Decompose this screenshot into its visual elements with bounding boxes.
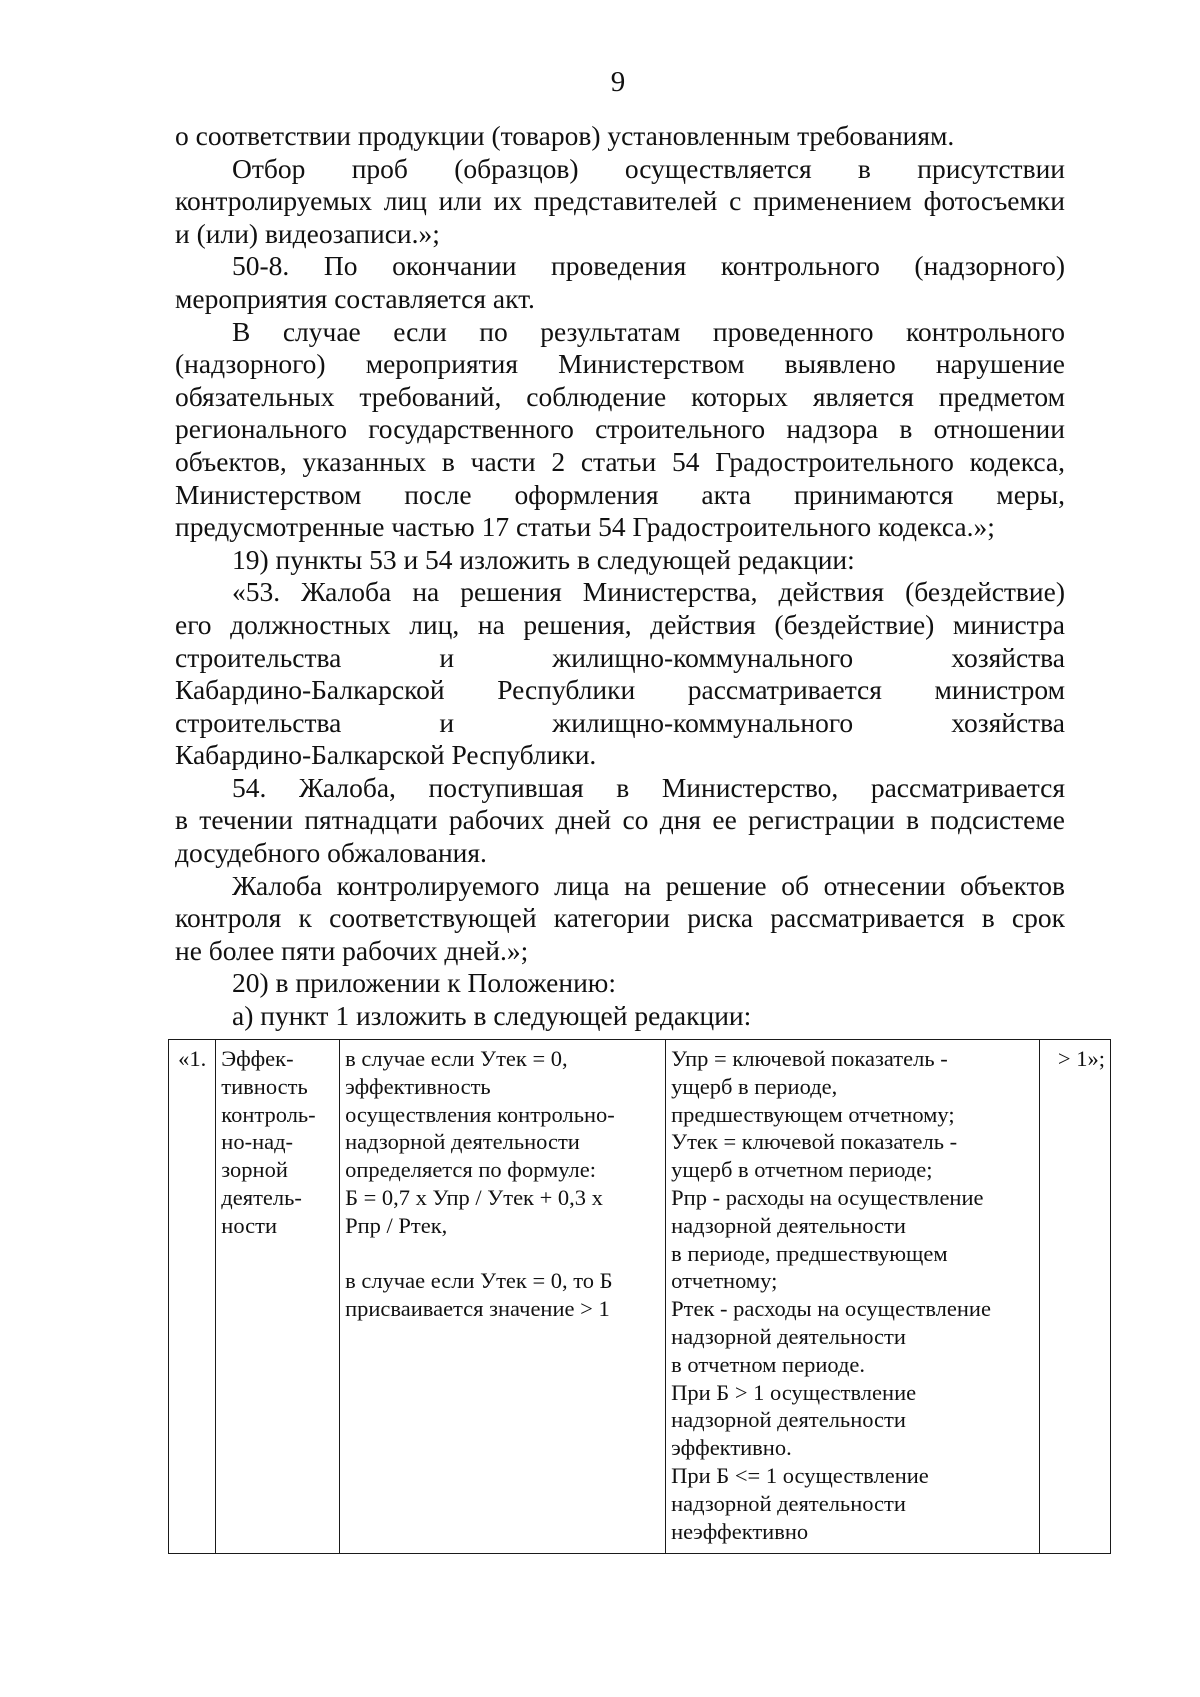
text-line: 54. Жалоба, поступившая в Министерство, рассматривается [232,771,1065,803]
formula-line: надзорной деятельности [345,1129,580,1155]
formula-line: определяется по формуле: [345,1157,596,1183]
legend-line: ущерб в периоде, [671,1073,838,1099]
legend-line: При Б <= 1 осуществление [671,1462,929,1488]
text-line: о соответствии продукции (товаров) установленным требованиям. [175,120,955,151]
formula-extra-line: в случае если Утек = 0, то Б [345,1268,613,1294]
indicator-line: ности [221,1212,278,1238]
text-line: не более пяти рабочих дней.»; [175,934,529,966]
text-line: 50-8. По окончании проведения контрольного (надзорного) [232,250,1065,282]
text-line: строительства и жилищно-коммунального хозяйства [175,641,1065,673]
text-line: Министерством после оформления акта принимаются меры, [175,478,1065,510]
legend-line: надзорной деятельности [671,1407,906,1433]
legend-line: ущерб в отчетном периоде; [671,1157,933,1183]
indicator-line: но-над- [221,1129,294,1155]
legend-line: предшествующем отчетному; [671,1101,955,1127]
formula-gap [345,1240,660,1268]
target-value-cell: > 1»; [1039,1040,1110,1554]
text-line: мероприятия составляется акт. [175,282,535,314]
text-line: Жалоба контролируемого лица на решение об отнесении объектов [232,869,1065,901]
number-cell: «1. [169,1040,216,1554]
indicator-line: тивность [221,1073,308,1099]
text-line: Кабардино-Балкарской Республики рассматривается министром [175,674,1065,706]
text-line: предусмотренные частью 17 статьи 54 Градостроительного кодекса.»; [175,511,995,543]
legend-line: Ртек - расходы на осуществление [671,1296,991,1322]
legend-line: Утек = ключевой показатель - [671,1129,958,1155]
text-line: и (или) видеозаписи.»; [175,217,440,249]
text-line: контроля к соответствующей категории риска рассматривается в срок [175,902,1065,934]
text-line: объектов, указанных в части 2 статьи 54 Градостроительного кодекса, [175,445,1065,477]
text-line: строительства и жилищно-коммунального хозяйства [175,706,1065,738]
legend-line: отчетному; [671,1268,778,1294]
formula-line: эффективность [345,1073,491,1099]
text-line: досудебного обжалования. [175,837,487,869]
text-line: (надзорного) мероприятия Министерством выявлено нарушение [175,348,1065,380]
text-line: 19) пункты 53 и 54 изложить в следующей редакции: [232,543,855,575]
indicator-line: контроль- [221,1101,316,1127]
legend-line: При Б > 1 осуществление [671,1379,917,1405]
formula-line: Б = 0,7 x Упр / Утек + 0,3 x [345,1184,603,1210]
legend-cell [666,1040,1039,1554]
document-body [175,120,1065,1033]
legend-line: эффективно. [671,1435,792,1461]
text-line: регионального государственного строительного надзора в отношении [175,413,1065,445]
legend-line: надзорной деятельности [671,1323,906,1349]
text-line: «53. Жалоба на решения Министерства, действия (бездействие) [232,576,1065,608]
legend-line: в отчетном периоде. [671,1351,866,1377]
legend-line: надзорной деятельности [671,1212,906,1238]
page-number: 9 [610,66,626,98]
text-line: Кабардино-Балкарской Республики. [175,739,597,771]
text-line: 20) в приложении к Положению: [232,967,616,999]
legend-line: Упр = ключевой показатель - [671,1046,948,1071]
text-line: а) пункт 1 изложить в следующей редакции: [232,1000,752,1032]
formula-extra-line: присваивается значение > 1 [345,1296,610,1322]
formula-line: Рпр / Ртек, [345,1212,448,1238]
formula-line: осуществления контрольно- [345,1101,615,1127]
text-line: обязательных требований, соблюдение которых является предметом [175,380,1065,412]
legend-line: Рпр - расходы на осуществление [671,1184,984,1210]
text-line: В случае если по результатам проведенного контрольного [232,315,1065,347]
indicator-cell [216,1040,340,1554]
indicator-line: Эффек- [221,1046,294,1071]
formula-line: в случае если Утек = 0, [345,1046,568,1071]
criteria-table [168,1039,1111,1554]
legend-line: в периоде, предшествующем [671,1240,948,1266]
legend-line: надзорной деятельности [671,1490,906,1516]
text-line: в течении пятнадцати рабочих дней со дня ее регистрации в подсистеме [175,804,1065,836]
indicator-line: деятель- [221,1184,302,1210]
table-row [169,1040,1111,1554]
text-line: его должностных лиц, на решения, действия (бездействие) министра [175,608,1065,640]
indicator-line: зорной [221,1157,288,1183]
text-line: контролируемых лиц или их представителей с применением фотосъемки [175,185,1065,217]
formula-cell [340,1040,666,1554]
legend-line: неэффективно [671,1518,809,1544]
text-line: Отбор проб (образцов) осуществляется в присутствии [232,152,1065,184]
